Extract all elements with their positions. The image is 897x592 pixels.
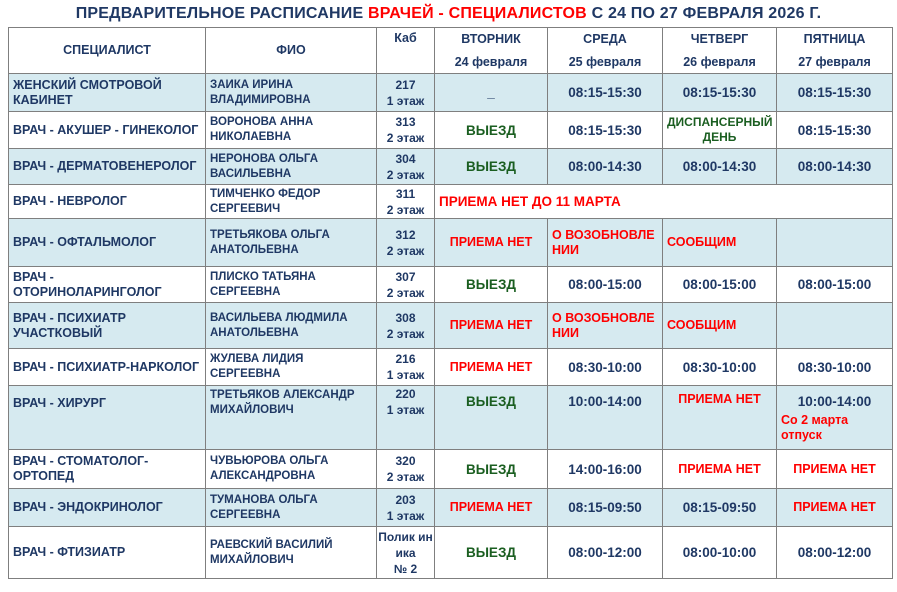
title-part-2: ВРАЧЕЙ - СПЕЦИАЛИСТОВ [368, 5, 587, 22]
row-specialist: ВРАЧ - ЭНДОКРИНОЛОГ [9, 489, 206, 527]
cell-fri: 08:15-15:30 [777, 74, 893, 112]
row-specialist: ВРАЧ - НЕВРОЛОГ [9, 185, 206, 219]
cell-fri: 08:00-14:30 [777, 149, 893, 185]
row-cabinet: 311 2 этаж [377, 185, 435, 219]
header-day-thu: ЧЕТВЕРГ 26 февраля [663, 28, 777, 74]
cell-tue: ВЫЕЗД [435, 112, 548, 149]
cell-thu: ДИСПАНСЕРНЫЙ ДЕНЬ [663, 112, 777, 149]
table-row [9, 303, 893, 349]
header-day-tue: ВТОРНИК 24 февраля [435, 28, 548, 74]
row-specialist: ЖЕНСКИЙ СМОТРОВОЙ КАБИНЕТ [9, 74, 206, 112]
cell-tue: ВЫЕЗД [435, 149, 548, 185]
cell-tue: ПРИЕМА НЕТ [435, 303, 548, 349]
cell-thu: 08:00-14:30 [663, 149, 777, 185]
cell-tue: ПРИЕМА НЕТ [435, 349, 548, 386]
table-row [9, 450, 893, 489]
cell-wed: 08:00-14:30 [548, 149, 663, 185]
table-row [9, 527, 893, 579]
row-cabinet: 313 2 этаж [377, 112, 435, 149]
row-fio: ТРЕТЬЯКОВ АЛЕКСАНДР МИХАЙЛОВИЧ [206, 386, 377, 450]
cell-wed: 08:15-09:50 [548, 489, 663, 527]
cell-tue: _ [435, 74, 548, 112]
cell-fri [777, 303, 893, 349]
row-specialist: ВРАЧ - СТОМАТОЛОГ-ОРТОПЕД [9, 450, 206, 489]
header-row [9, 28, 893, 74]
title-part-1: ПРЕДВАРИТЕЛЬНОЕ РАСПИСАНИЕ [75, 5, 368, 22]
table-row [9, 185, 893, 219]
header-specialist: СПЕЦИАЛИСТ [9, 28, 206, 74]
row-specialist: ВРАЧ - ПСИХИАТР-НАРКОЛОГ [9, 349, 206, 386]
cell-wed: 14:00-16:00 [548, 450, 663, 489]
row-fio: ТРЕТЬЯКОВА ОЛЬГА АНАТОЛЬЕВНА [206, 219, 377, 267]
row-cabinet: 308 2 этаж [377, 303, 435, 349]
row-cabinet: Полик иника № 2 [377, 527, 435, 579]
cell-fri-hours: 10:00-14:00 [797, 394, 872, 409]
header-day-fri: ПЯТНИЦА 27 февраля [777, 28, 893, 74]
row-fio: ЧУВЬЮРОВА ОЛЬГА АЛЕКСАНДРОВНА [206, 450, 377, 489]
cell-fri [777, 386, 893, 450]
table-row [9, 349, 893, 386]
cell-note: ПРИЕМА НЕТ ДО 11 МАРТА [435, 185, 893, 219]
cell-thu: 08:15-15:30 [663, 74, 777, 112]
cell-thu: СООБЩИМ [663, 303, 777, 349]
row-specialist: ВРАЧ - ОТОРИНОЛАРИНГОЛОГ [9, 267, 206, 303]
row-cabinet: 203 1 этаж [377, 489, 435, 527]
header-cabinet: Каб [377, 28, 435, 74]
cell-fri [777, 219, 893, 267]
row-cabinet: 304 2 этаж [377, 149, 435, 185]
cell-tue: ВЫЕЗД [435, 527, 548, 579]
page-title [0, 2, 897, 26]
row-specialist: ВРАЧ - ПСИХИАТР УЧАСТКОВЫЙ [9, 303, 206, 349]
cell-fri: ПРИЕМА НЕТ [777, 489, 893, 527]
cell-tue: ВЫЕЗД [435, 450, 548, 489]
cell-fri-note: Со 2 марта отпуск [781, 413, 849, 442]
row-fio: ЖУЛЕВА ЛИДИЯ СЕРГЕЕВНА [206, 349, 377, 386]
cell-tue: ПРИЕМА НЕТ [435, 489, 548, 527]
row-cabinet: 307 2 этаж [377, 267, 435, 303]
cell-wed: О ВОЗОБНОВЛЕНИИ [548, 303, 663, 349]
cell-fri: 08:00-15:00 [777, 267, 893, 303]
row-cabinet: 312 2 этаж [377, 219, 435, 267]
cell-thu: ПРИЕМА НЕТ [663, 450, 777, 489]
cell-wed: 08:15-15:30 [548, 112, 663, 149]
row-specialist: ВРАЧ - ХИРУРГ [9, 386, 206, 450]
title-part-3: С 24 ПО 27 ФЕВРАЛЯ 2026 Г. [586, 5, 822, 22]
table-row [9, 267, 893, 303]
cell-thu: ПРИЕМА НЕТ [663, 386, 777, 450]
cell-fri: 08:30-10:00 [777, 349, 893, 386]
row-fio: ЗАИКА ИРИНА ВЛАДИМИРОВНА [206, 74, 377, 112]
row-fio: ПЛИСКО ТАТЬЯНА СЕРГЕЕВНА [206, 267, 377, 303]
row-fio: ВОРОНОВА АННА НИКОЛАЕВНА [206, 112, 377, 149]
cell-tue: ВЫЕЗД [435, 386, 548, 450]
table-row [9, 149, 893, 185]
row-fio: РАЕВСКИЙ ВАСИЛИЙ МИХАЙЛОВИЧ [206, 527, 377, 579]
cell-fri: 08:00-12:00 [777, 527, 893, 579]
row-specialist: ВРАЧ - ОФТАЛЬМОЛОГ [9, 219, 206, 267]
cell-thu: 08:00-10:00 [663, 527, 777, 579]
row-specialist: ВРАЧ - ДЕРМАТОВЕНЕРОЛОГ [9, 149, 206, 185]
row-cabinet: 220 1 этаж [377, 386, 435, 450]
cell-wed: 10:00-14:00 [548, 386, 663, 450]
cell-wed: 08:00-15:00 [548, 267, 663, 303]
schedule-table [8, 27, 893, 579]
row-specialist: ВРАЧ - АКУШЕР - ГИНЕКОЛОГ [9, 112, 206, 149]
row-fio: ВАСИЛЬЕВА ЛЮДМИЛА АНАТОЛЬЕВНА [206, 303, 377, 349]
row-cabinet: 216 1 этаж [377, 349, 435, 386]
cell-wed: 08:00-12:00 [548, 527, 663, 579]
row-fio: НЕРОНОВА ОЛЬГА ВАСИЛЬЕВНА [206, 149, 377, 185]
row-cabinet: 217 1 этаж [377, 74, 435, 112]
header-day-wed: СРЕДА 25 февраля [548, 28, 663, 74]
table-row [9, 74, 893, 112]
cell-fri: ПРИЕМА НЕТ [777, 450, 893, 489]
cell-thu: СООБЩИМ [663, 219, 777, 267]
row-fio: ТИМЧЕНКО ФЕДОР СЕРГЕЕВИЧ [206, 185, 377, 219]
cell-thu: 08:00-15:00 [663, 267, 777, 303]
row-cabinet: 320 2 этаж [377, 450, 435, 489]
cell-tue: ВЫЕЗД [435, 267, 548, 303]
cell-tue: ПРИЕМА НЕТ [435, 219, 548, 267]
cell-wed: О ВОЗОБНОВЛЕНИИ [548, 219, 663, 267]
cell-fri: 08:15-15:30 [777, 112, 893, 149]
table-row [9, 112, 893, 149]
table-row [9, 489, 893, 527]
cell-thu: 08:30-10:00 [663, 349, 777, 386]
header-fio: ФИО [206, 28, 377, 74]
cell-wed: 08:30-10:00 [548, 349, 663, 386]
row-specialist: ВРАЧ - ФТИЗИАТР [9, 527, 206, 579]
table-row [9, 219, 893, 267]
row-fio: ТУМАНОВА ОЛЬГА СЕРГЕЕВНА [206, 489, 377, 527]
table-row [9, 386, 893, 450]
cell-thu: 08:15-09:50 [663, 489, 777, 527]
cell-wed: 08:15-15:30 [548, 74, 663, 112]
